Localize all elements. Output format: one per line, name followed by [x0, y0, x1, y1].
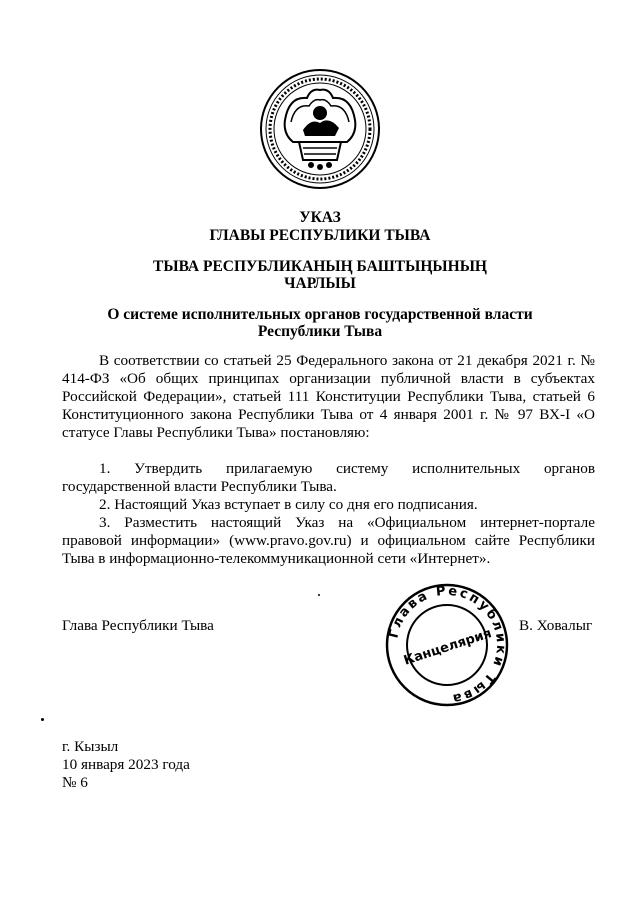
document-issuer: ГЛАВЫ РЕСПУБЛИКИ ТЫВА: [209, 227, 431, 244]
subject-line1: О системе исполнительных органов государственной власти: [107, 306, 533, 323]
item-3-paragraph: 3. Разместить настоящий Указ на «Официальном интернет-портале правовой информации» (www.pravo.gov.ru) и официальном сайте Республики Тыва в информационно-телекоммуникационной сети «Интернет».: [62, 514, 595, 567]
signatory-position: Глава Республики Тыва: [62, 617, 214, 634]
scan-speck: [41, 718, 44, 721]
tuvan-title-line2: ЧАРЛЫЫ: [284, 275, 356, 292]
document-title: УКАЗ: [299, 209, 341, 226]
tuva-emblem-icon: [259, 68, 381, 190]
issue-date: 10 января 2023 года: [62, 756, 190, 773]
decree-number: № 6: [62, 774, 88, 791]
item-1-paragraph: 1. Утвердить прилагаемую систему исполнительных органов государственной власти Республики Тыва.: [62, 460, 595, 495]
stamp-outer-text: Глава Республики Тыва: [386, 583, 509, 707]
preamble-paragraph: В соответствии со статьей 25 Федерального закона от 21 декабря 2021 г. № 414-ФЗ «Об общих принципах организации публичной власти в субъектах Российской Федерации», статьей 111 Конституции Республики Тыва, статьей 6 Конституционного закона Республики Тыва от 4 января 2001 г. № 97 ВХ-I «О статусе Главы Республики Тыва» постановляю:: [62, 352, 595, 441]
signatory-name: В. Ховалыг: [519, 617, 593, 634]
subject-line2: Республики Тыва: [257, 323, 383, 340]
issue-city: г. Кызыл: [62, 738, 119, 755]
office-stamp: [383, 581, 511, 709]
tuvan-title-line1: ТЫВА РЕСПУБЛИКАНЫҢ БАШТЫҢЫНЫҢ: [153, 258, 487, 275]
scan-speck: [318, 594, 320, 596]
stamp-inner-text: Канцелярия: [401, 626, 494, 669]
item-2-paragraph: 2. Настоящий Указ вступает в силу со дня его подписания.: [99, 496, 478, 513]
